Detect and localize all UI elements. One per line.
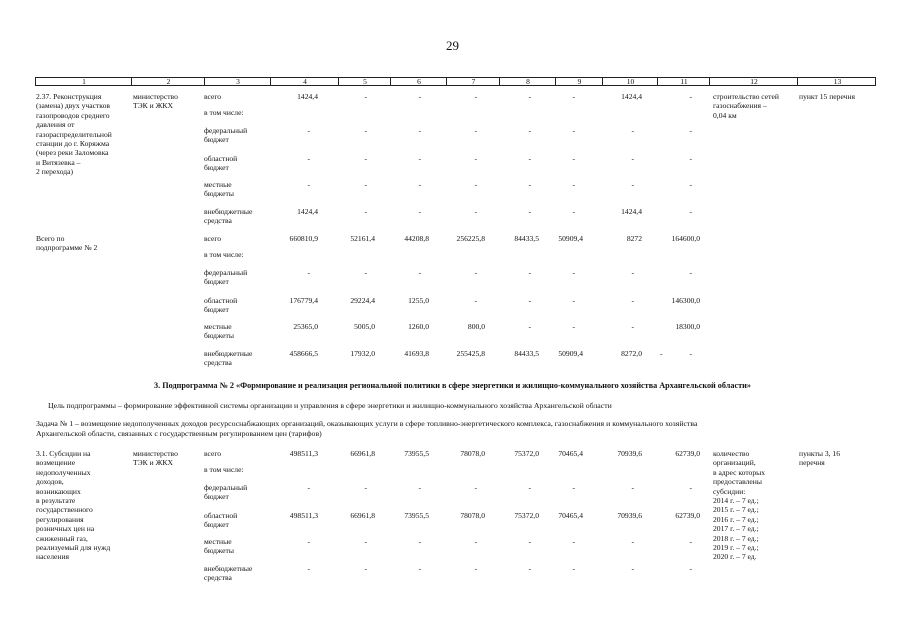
- block1-value: -: [572, 126, 575, 135]
- block3-value: -: [572, 564, 575, 573]
- block2-value: 146300,0: [671, 296, 700, 305]
- block2-value: -: [474, 268, 477, 277]
- block3-row-label: всего: [204, 449, 222, 458]
- header-col-11: 11: [680, 77, 688, 86]
- block1-value: -: [528, 180, 531, 189]
- block3-value: 73955,5: [404, 449, 429, 458]
- header-col-9: 9: [577, 77, 582, 86]
- block1-value: -: [572, 180, 575, 189]
- program-task: Задача № 1 – возмещение недополученных доходов ресурсоснабжающих организаций, оказывающих услуги в сфере топливно-энергетического комплекса, газоснабжения и коммунального хозяйства Архангельской области, связанных с государственным регулированием цен (тарифов): [36, 419, 698, 438]
- block3-value: 62739,0: [675, 449, 700, 458]
- block2-value: 255425,8: [456, 349, 485, 358]
- block3-value: -: [572, 537, 575, 546]
- block2-value: 800,0: [467, 322, 485, 331]
- block1-value: -: [689, 92, 692, 101]
- block1-value: -: [528, 207, 531, 216]
- block3-row-label: местные бюджеты: [204, 537, 234, 556]
- block2-value: -: [689, 268, 692, 277]
- block3-value: 498511,3: [289, 449, 318, 458]
- block2-value: 84433,5: [514, 234, 539, 243]
- block3-value: -: [689, 483, 692, 492]
- block3-value: -: [689, 537, 692, 546]
- block1-value: -: [572, 154, 575, 163]
- block3-value: -: [307, 483, 310, 492]
- block1-value: -: [364, 180, 367, 189]
- block1-value: -: [631, 126, 634, 135]
- block3-value: -: [528, 483, 531, 492]
- block3-value: 62739,0: [675, 511, 700, 520]
- block1-org: министерство ТЭК и ЖКХ: [133, 92, 178, 111]
- block1-row-label: федеральный бюджет: [204, 126, 248, 145]
- header-col-6: 6: [417, 77, 421, 86]
- block3-value: -: [689, 564, 692, 573]
- block3-value: 70939,6: [617, 511, 642, 520]
- block3-value: 73955,5: [404, 511, 429, 520]
- block2-value: -: [631, 322, 634, 331]
- block3-value: -: [364, 483, 367, 492]
- block2-row-label: в том числе:: [204, 250, 244, 259]
- header-col-7: 7: [471, 77, 476, 86]
- block1-value: -: [418, 92, 421, 101]
- block3-name: 3.1. Субсидии на возмещение недополученных доходов, возникающих в результате государственного регулирования розничных цен на сжиженный газ, реализуемый для нужд населения: [36, 449, 111, 562]
- block2-value: -: [364, 268, 367, 277]
- block1-value: -: [474, 207, 477, 216]
- block2-value: 256225,8: [456, 234, 485, 243]
- page-number: 29: [446, 38, 459, 53]
- block3-value: 498511,3: [289, 511, 318, 520]
- block2-value: 18300,0: [675, 322, 700, 331]
- program-goal: Цель подпрограммы – формирование эффективной системы организации и управления в сфере энергетики и жилищно-коммунального хозяйства Архангельской области: [48, 401, 612, 410]
- block2-value: 8272: [626, 234, 642, 243]
- header-col-2: 2: [166, 77, 171, 86]
- block1-value: -: [572, 92, 575, 101]
- block3-value: -: [418, 564, 421, 573]
- block3-value: 75372,0: [514, 511, 539, 520]
- block1-row-label: областной бюджет: [204, 154, 238, 173]
- block1-value: -: [474, 92, 477, 101]
- header-col-13: 13: [833, 77, 842, 86]
- block2-value: -: [572, 322, 575, 331]
- block1-value: -: [307, 126, 310, 135]
- block3-value: 70465,4: [558, 511, 583, 520]
- block1-value: 1424,4: [621, 92, 642, 101]
- block2-value: 25365,0: [293, 322, 318, 331]
- block2-value: 50909,4: [558, 234, 583, 243]
- block1-name: 2.37. Реконструкция (замена) двух участков газопроводов среднего давления от газораспределительной станции до г. Коряжма (через реки Заломовка и Витязевка – 2 перехода): [36, 92, 112, 177]
- block2-value: 44208,8: [404, 234, 429, 243]
- block1-result: строительство сетей газоснабжения – 0,04 км: [713, 92, 779, 120]
- block2-value: -: [689, 349, 692, 358]
- block2-value: 41693,8: [404, 349, 429, 358]
- block3-value: -: [528, 537, 531, 546]
- block3-value: -: [364, 564, 367, 573]
- block3-value: -: [631, 537, 634, 546]
- block2-extra-dash: -: [660, 349, 663, 358]
- block3-value: 75372,0: [514, 449, 539, 458]
- block2-value: -: [631, 268, 634, 277]
- block2-value: 660810,9: [289, 234, 318, 243]
- block1-value: -: [364, 92, 367, 101]
- block1-value: -: [689, 154, 692, 163]
- block3-value: -: [474, 564, 477, 573]
- block1-value: -: [418, 207, 421, 216]
- block2-value: -: [572, 268, 575, 277]
- header-col-1: 1: [82, 77, 86, 86]
- block2-value: 458666,5: [289, 349, 318, 358]
- block3-value: -: [572, 483, 575, 492]
- header-col-12: 12: [750, 77, 758, 86]
- block1-value: -: [364, 126, 367, 135]
- block2-value: 29224,4: [350, 296, 375, 305]
- block3-value: 78078,0: [460, 449, 485, 458]
- block2-value: 84433,5: [514, 349, 539, 358]
- block2-value: 52161,4: [350, 234, 375, 243]
- block3-value: -: [631, 483, 634, 492]
- block2-value: -: [528, 296, 531, 305]
- block3-row-label: внебюджетные средства: [204, 564, 253, 583]
- block2-row-label: областной бюджет: [204, 296, 238, 315]
- block1-value: 1424,4: [297, 92, 318, 101]
- block3-value: -: [474, 483, 477, 492]
- block3-value: -: [631, 564, 634, 573]
- block2-value: -: [474, 296, 477, 305]
- block3-value: -: [418, 537, 421, 546]
- block3-value: -: [474, 537, 477, 546]
- block1-value: -: [572, 207, 575, 216]
- header-col-4: 4: [303, 77, 307, 86]
- block2-value: -: [528, 322, 531, 331]
- block1-value: -: [528, 154, 531, 163]
- block2-row-label: внебюджетные средства: [204, 349, 253, 368]
- block1-value: 1424,4: [297, 207, 318, 216]
- block3-row-label: областной бюджет: [204, 511, 238, 530]
- block1-row-label: всего: [204, 92, 222, 101]
- block1-basis: пункт 15 перечня: [799, 92, 856, 101]
- block2-value: 50909,4: [558, 349, 583, 358]
- block2-value: 8272,0: [621, 349, 642, 358]
- block2-value: -: [572, 296, 575, 305]
- block1-value: -: [631, 180, 634, 189]
- block3-value: 70939,6: [617, 449, 642, 458]
- block1-row-label: в том числе:: [204, 108, 244, 117]
- block1-value: -: [689, 126, 692, 135]
- block2-name: Всего по подпрограмме № 2: [36, 234, 98, 253]
- block2-value: 176779,4: [289, 296, 318, 305]
- block3-row-label: федеральный бюджет: [204, 483, 248, 502]
- block1-value: -: [418, 154, 421, 163]
- block1-value: -: [474, 126, 477, 135]
- block2-value: -: [528, 268, 531, 277]
- block1-value: -: [364, 207, 367, 216]
- block2-value: 1255,0: [408, 296, 429, 305]
- block1-value: -: [418, 126, 421, 135]
- block1-value: 1424,4: [621, 207, 642, 216]
- header-col-10: 10: [626, 77, 635, 86]
- block1-value: -: [307, 154, 310, 163]
- block2-row-label: федеральный бюджет: [204, 268, 248, 287]
- header-col-3: 3: [236, 77, 240, 86]
- block2-value: 5005,0: [354, 322, 375, 331]
- block1-value: -: [364, 154, 367, 163]
- block3-value: -: [307, 564, 310, 573]
- block3-value: 66961,8: [350, 449, 375, 458]
- block1-value: -: [689, 207, 692, 216]
- block1-row-label: местные бюджеты: [204, 180, 234, 199]
- section-title: 3. Подпрограмма № 2 «Формирование и реализация региональной политики в сфере энергетики и жилищно-коммунального хозяйства Архангельской области»: [154, 381, 751, 390]
- block1-value: -: [631, 154, 634, 163]
- block1-value: -: [689, 180, 692, 189]
- header-col-5: 5: [363, 77, 367, 86]
- block1-value: -: [528, 126, 531, 135]
- block1-value: -: [528, 92, 531, 101]
- block2-value: -: [418, 268, 421, 277]
- block3-value: 70465,4: [558, 449, 583, 458]
- block2-value: -: [307, 268, 310, 277]
- block3-row-label: в том числе:: [204, 465, 244, 474]
- block1-value: -: [474, 154, 477, 163]
- block3-value: -: [307, 537, 310, 546]
- block3-result: количество организаций, в адрес которых предоставлены субсидии: 2014 г. – 7 ед.; 2015 г. – 7 ед.; 2016 г. – 7 ед.; 2017 г. – 7 ед.; 2018 г. – 7 ед.; 2019 г. – 7 ед.; 2020 г. – 7 ед.: [713, 449, 766, 562]
- block2-value: 164600,0: [671, 234, 700, 243]
- block3-value: -: [418, 483, 421, 492]
- block1-value: -: [418, 180, 421, 189]
- block3-value: -: [364, 537, 367, 546]
- block3-value: -: [528, 564, 531, 573]
- block3-basis: пункты 3, 16 перечня: [799, 449, 841, 468]
- block1-row-label: внебюджетные средства: [204, 207, 253, 226]
- block1-value: -: [474, 180, 477, 189]
- block3-org: министерство ТЭК и ЖКХ: [133, 449, 178, 468]
- header-col-8: 8: [526, 77, 530, 86]
- block3-value: 66961,8: [350, 511, 375, 520]
- block3-value: 78078,0: [460, 511, 485, 520]
- block2-value: 1260,0: [408, 322, 429, 331]
- block2-row-label: местные бюджеты: [204, 322, 234, 341]
- block2-value: 17932,0: [350, 349, 375, 358]
- table-header: [35, 77, 876, 86]
- block2-row-label: всего: [204, 234, 222, 243]
- block1-value: -: [307, 180, 310, 189]
- block2-value: -: [631, 296, 634, 305]
